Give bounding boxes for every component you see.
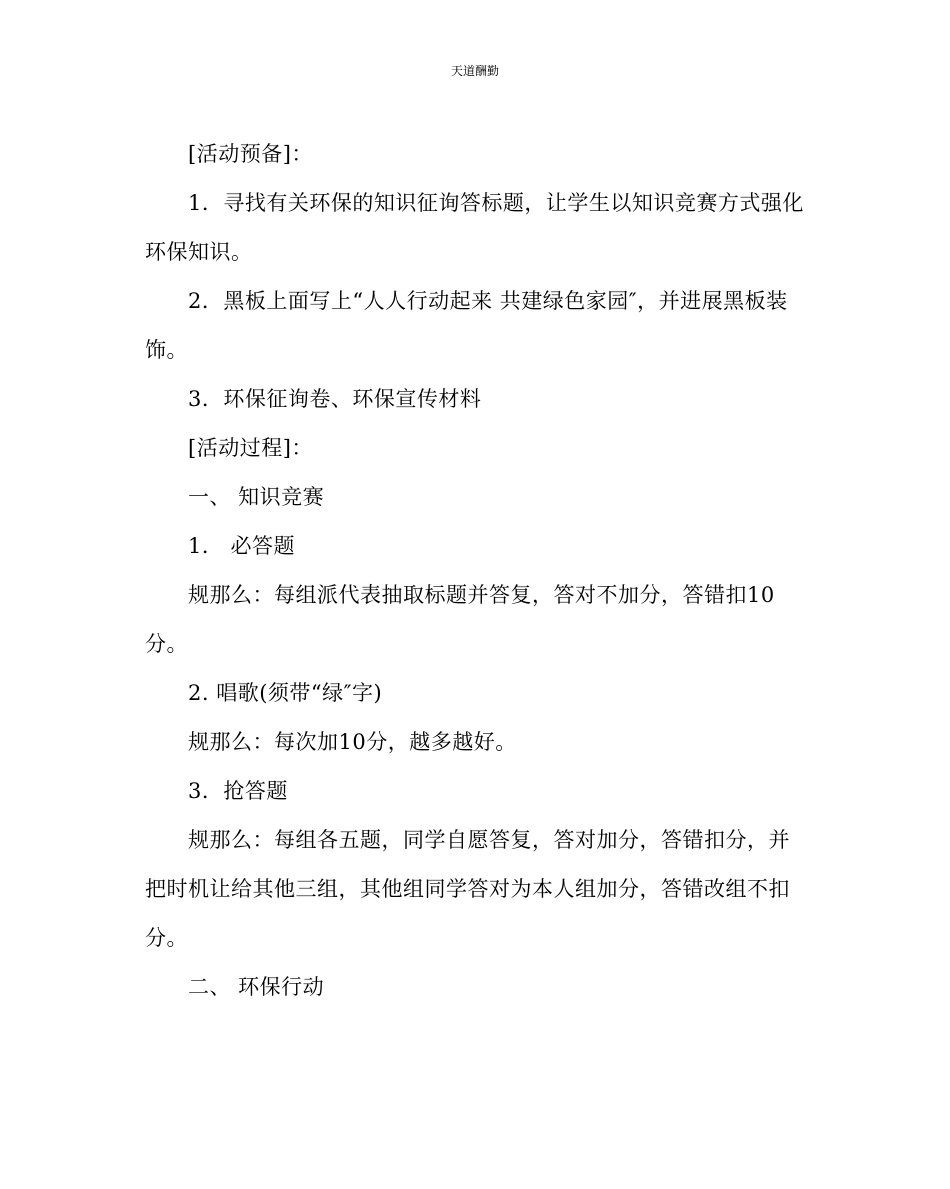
rule-paragraph: 规那么：每组派代表抽取标题并答复，答对不加分，答错扣10分。 (145, 583, 775, 656)
rule-paragraph: 规那么：每组各五题，同学自愿答复，答对加分，答错扣分，并把时机让给其他三组，其他组同学答对为本人组加分，答错改组不扣分。 (145, 828, 790, 950)
paragraph: 1．寻找有关环保的知识征询答标题，让学生以知识竞赛方式强化环保知识。 (145, 191, 804, 264)
paragraph: 3．环保征询卷、环保宣传材料 (188, 387, 482, 411)
list-item: 1． 必答题 (188, 534, 296, 558)
section-heading-process: [活动过程]： (188, 436, 313, 460)
subsection-heading: 二、 环保行动 (188, 975, 325, 999)
subsection-heading: 一、 知识竞赛 (188, 485, 325, 509)
rule-paragraph: 规那么：每次加10分，越多越好。 (188, 730, 517, 754)
list-item: 2. 唱歌(须带“绿″字) (188, 681, 383, 705)
document-body (145, 130, 805, 1012)
paragraph: 2．黑板上面写上“人人行动起来 共建绿色家园″，并进展黑板装饰。 (145, 289, 788, 362)
section-heading-preparation: [活动预备]： (188, 142, 313, 166)
page-header: 天道酬勤 (450, 64, 499, 78)
list-item: 3．抢答题 (188, 779, 288, 803)
